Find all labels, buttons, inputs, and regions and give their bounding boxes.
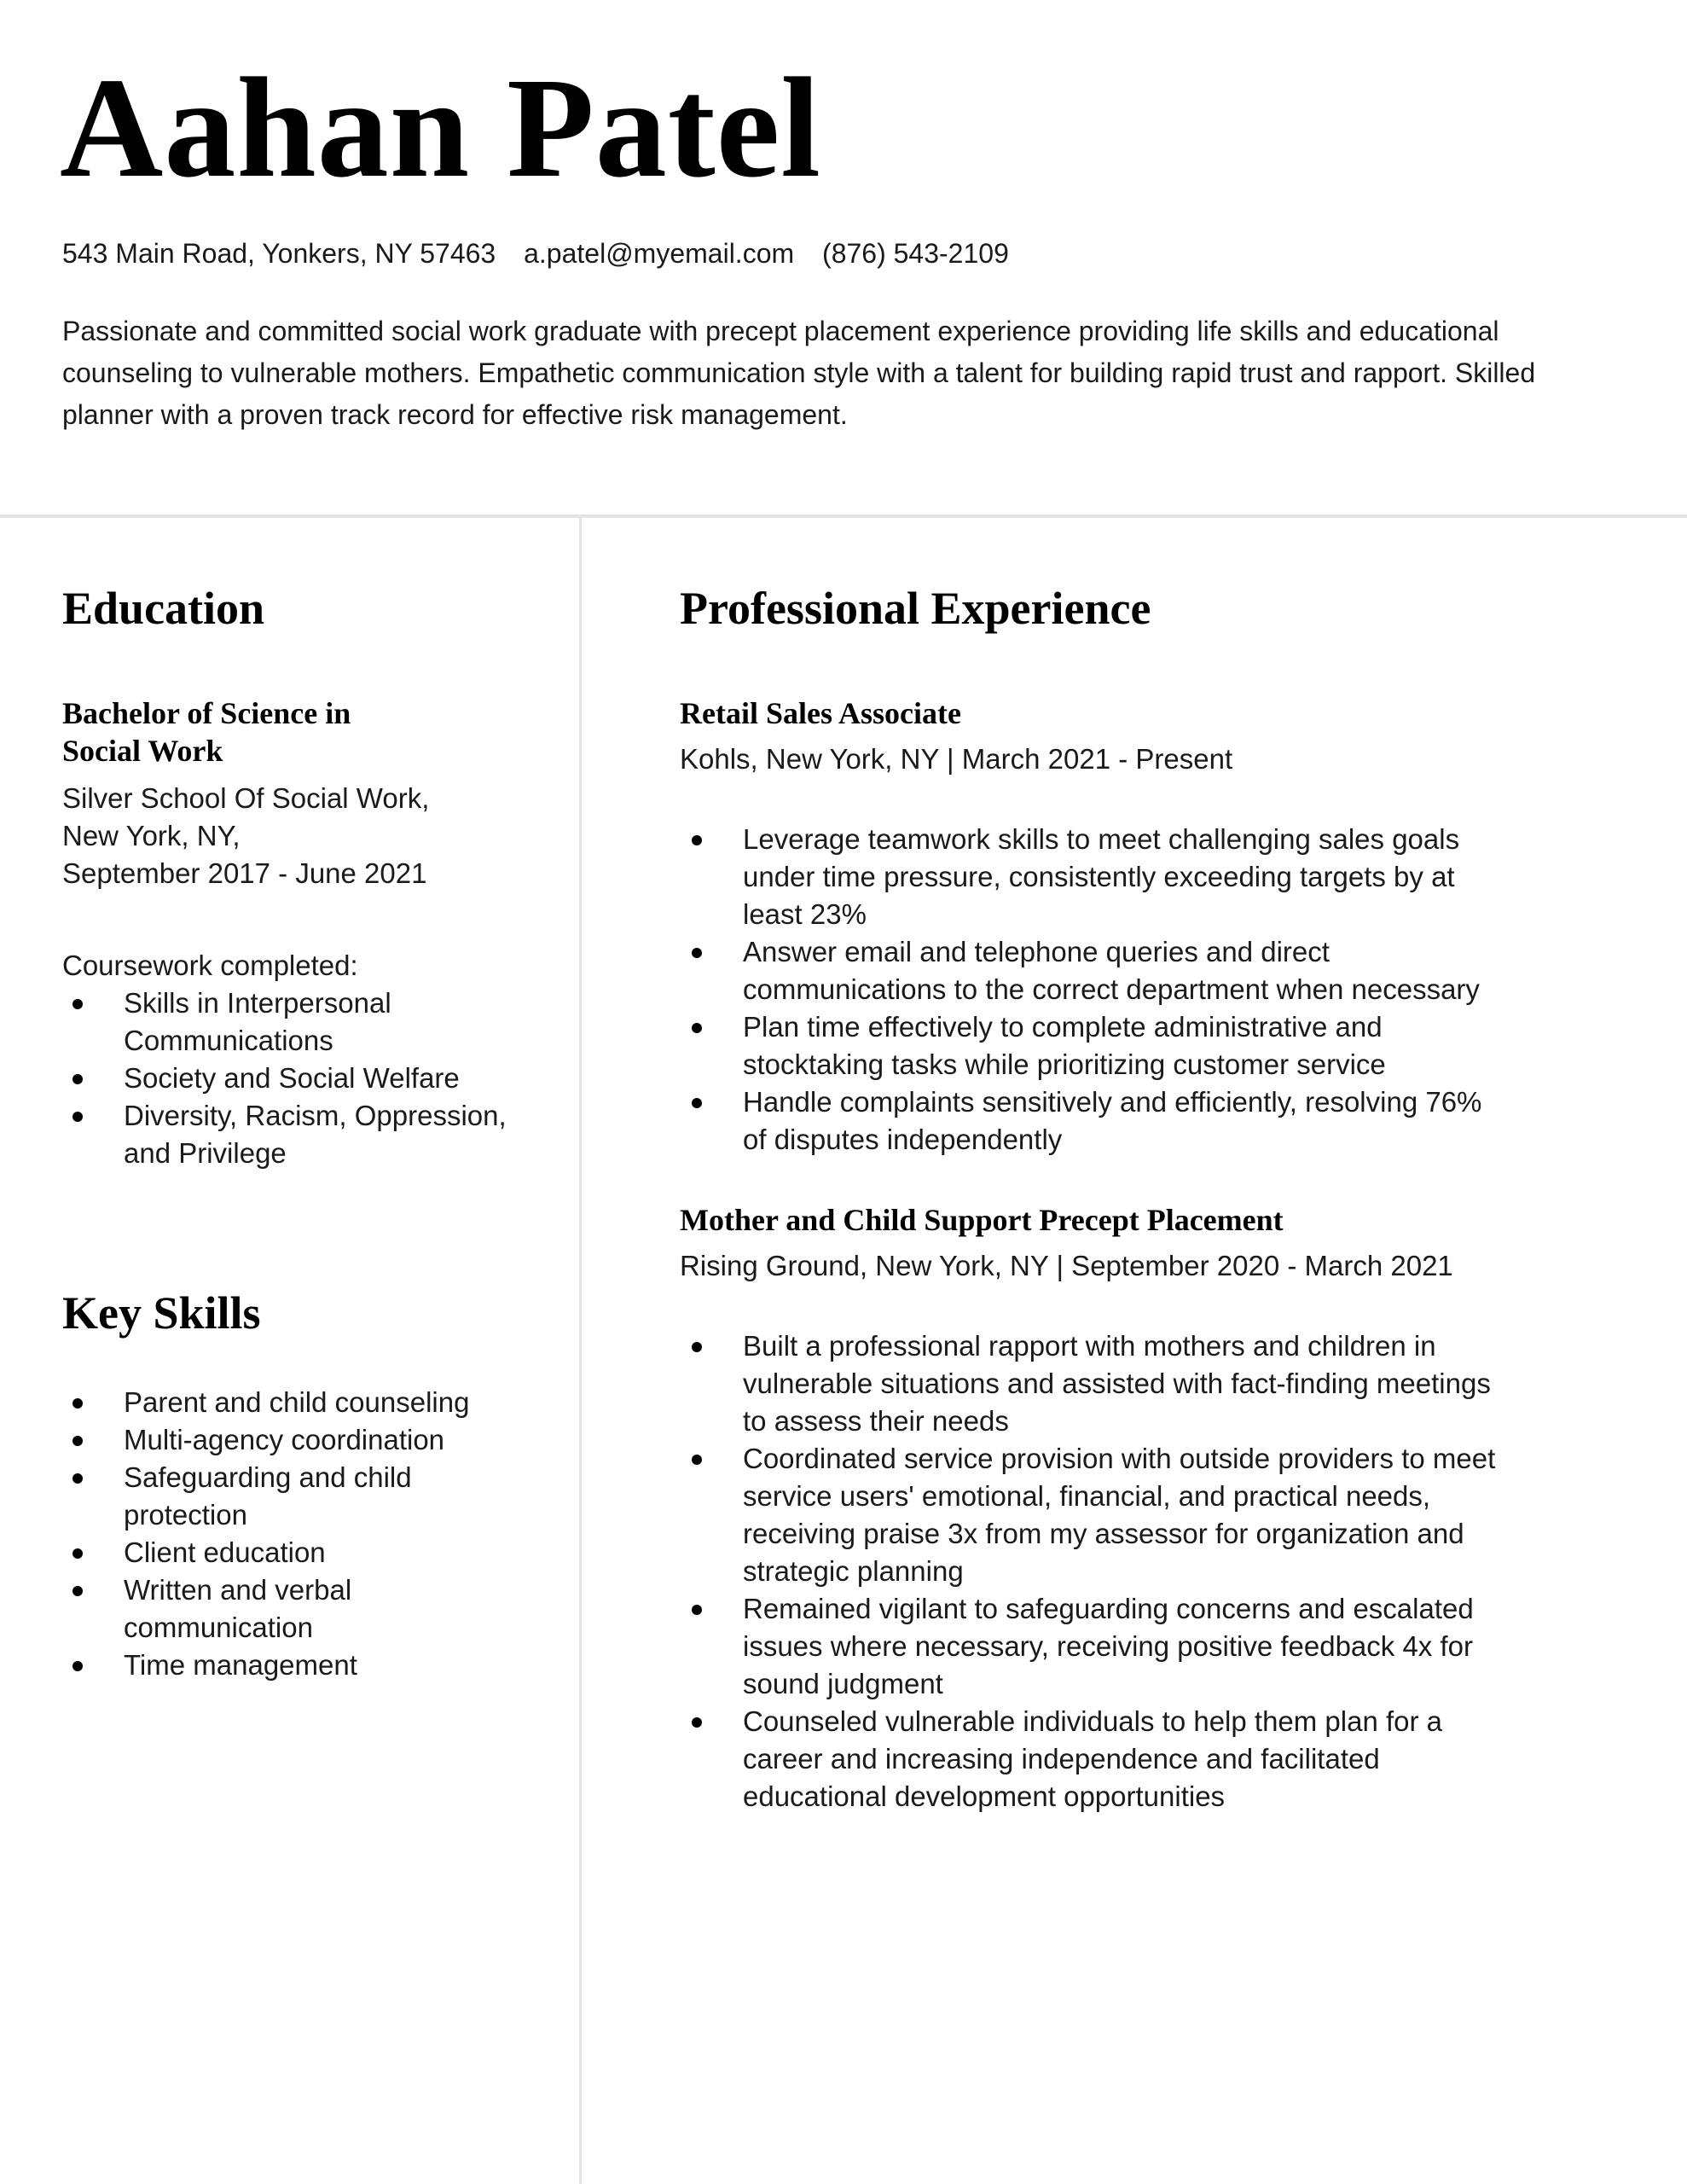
list-item	[680, 1703, 1510, 1815]
bullet-icon	[72, 1473, 83, 1484]
education-heading: Education	[62, 583, 265, 634]
bullet-icon	[692, 1605, 702, 1615]
job-bullets	[680, 821, 1584, 1159]
item-text: Skills in Interpersonal Communications	[124, 987, 391, 1056]
item-text: Parent and child counseling	[124, 1386, 470, 1418]
item-text: Answer email and telephone queries and direct communications to the correct department when necessary	[743, 936, 1480, 1005]
item-text: Counseled vulnerable individuals to help them plan for a career and increasing independence and facilitated educational development opportunities	[743, 1705, 1443, 1812]
item-text: Client education	[124, 1536, 326, 1568]
list-item	[680, 933, 1510, 1008]
item-text: Leverage teamwork skills to meet challenging sales goals under time pressure, consistently exceeding targets by at least 23%	[743, 823, 1460, 930]
bullet-icon	[72, 1548, 83, 1559]
list-item	[680, 1327, 1510, 1440]
item-text: Remained vigilant to safeguarding concerns and escalated issues where necessary, receiving positive feedback 4x for sound judgment	[743, 1593, 1474, 1699]
list-item	[62, 1459, 506, 1534]
contact-line	[62, 235, 1029, 271]
item-text: Safeguarding and child protection	[124, 1461, 412, 1531]
item-text: Written and verbal communication	[124, 1574, 352, 1643]
list-item	[680, 1008, 1510, 1083]
item-text: Built a professional rapport with mothers and children in vulnerable situations and assisted with fact-finding meetings to assess their needs	[743, 1330, 1491, 1437]
coursework-list	[62, 985, 514, 1172]
email: a.patel@myemail.com	[524, 238, 795, 269]
coursework-label: Coursework completed:	[62, 950, 358, 981]
address: 543 Main Road, Yonkers, NY 57463	[62, 238, 496, 269]
left-column	[62, 580, 540, 1684]
item-text: Society and Social Welfare	[124, 1062, 460, 1094]
phone: (876) 543-2109	[822, 238, 1009, 269]
job-entry	[680, 1201, 1584, 1815]
education-dates: September 2017 - June 2021	[62, 857, 427, 889]
item-text: Multi-agency coordination	[124, 1424, 445, 1455]
school: Silver School Of Social Work,	[62, 782, 430, 814]
item-text: Coordinated service provision with outside providers to meet service users' emotional, financial, and practical needs, receiving praise 3x from my assessor for organization and strategic planning	[743, 1443, 1496, 1587]
bullet-icon	[692, 1098, 702, 1108]
summary: Passionate and committed social work graduate with precept placement experience providing life skills and educational counseling to vulnerable mothers. Empathetic communication style with a talent for building rapid trust and rapport. Skilled planner with a proven track record for effective risk management.	[62, 316, 1536, 430]
list-item	[62, 1647, 506, 1684]
bullet-icon	[72, 1661, 83, 1671]
bullet-icon	[72, 1112, 83, 1122]
right-column	[680, 580, 1584, 1815]
experience-heading: Professional Experience	[680, 583, 1151, 634]
bullet-icon	[692, 1455, 702, 1465]
job-title: Mother and Child Support Precept Placement	[680, 1203, 1284, 1237]
bullet-icon	[692, 948, 702, 958]
bullet-icon	[692, 835, 702, 845]
bullet-icon	[72, 1074, 83, 1084]
item-text: Plan time effectively to complete administrative and stocktaking tasks while prioritizing customer service	[743, 1011, 1386, 1080]
bullet-icon	[72, 1586, 83, 1596]
bullet-icon	[692, 1342, 702, 1352]
bullet-icon	[692, 1717, 702, 1728]
list-item	[62, 1421, 506, 1459]
horizontal-divider	[0, 514, 1687, 518]
list-item	[680, 1440, 1510, 1590]
job-bullets	[680, 1327, 1584, 1815]
list-item	[62, 1534, 506, 1571]
job-meta: Kohls, New York, NY | March 2021 - Present	[680, 743, 1233, 775]
skills-heading: Key Skills	[62, 1287, 261, 1339]
bullet-icon	[72, 1436, 83, 1446]
job-entry	[680, 694, 1584, 1159]
list-item	[680, 1590, 1510, 1703]
school-location: New York, NY,	[62, 820, 241, 851]
bullet-icon	[72, 999, 83, 1009]
list-item	[680, 1083, 1510, 1159]
item-text: Handle complaints sensitively and efficiently, resolving 76% of disputes independently	[743, 1086, 1482, 1155]
item-text: Diversity, Racism, Oppression, and Privilege	[124, 1100, 507, 1169]
list-item	[62, 1571, 506, 1647]
bullet-icon	[692, 1023, 702, 1033]
list-item	[62, 985, 514, 1060]
list-item	[62, 1060, 514, 1097]
job-title: Retail Sales Associate	[680, 696, 961, 730]
bullet-icon	[72, 1398, 83, 1409]
list-item	[62, 1384, 506, 1421]
degree: Bachelor of Science in Social Work	[62, 696, 351, 768]
item-text: Time management	[124, 1649, 357, 1681]
skills-list	[62, 1384, 506, 1684]
vertical-divider	[579, 518, 582, 2184]
list-item	[680, 821, 1510, 933]
list-item	[62, 1097, 514, 1172]
candidate-name: Aahan Patel	[60, 49, 821, 207]
job-meta: Rising Ground, New York, NY | September 2020 - March 2021	[680, 1250, 1453, 1281]
